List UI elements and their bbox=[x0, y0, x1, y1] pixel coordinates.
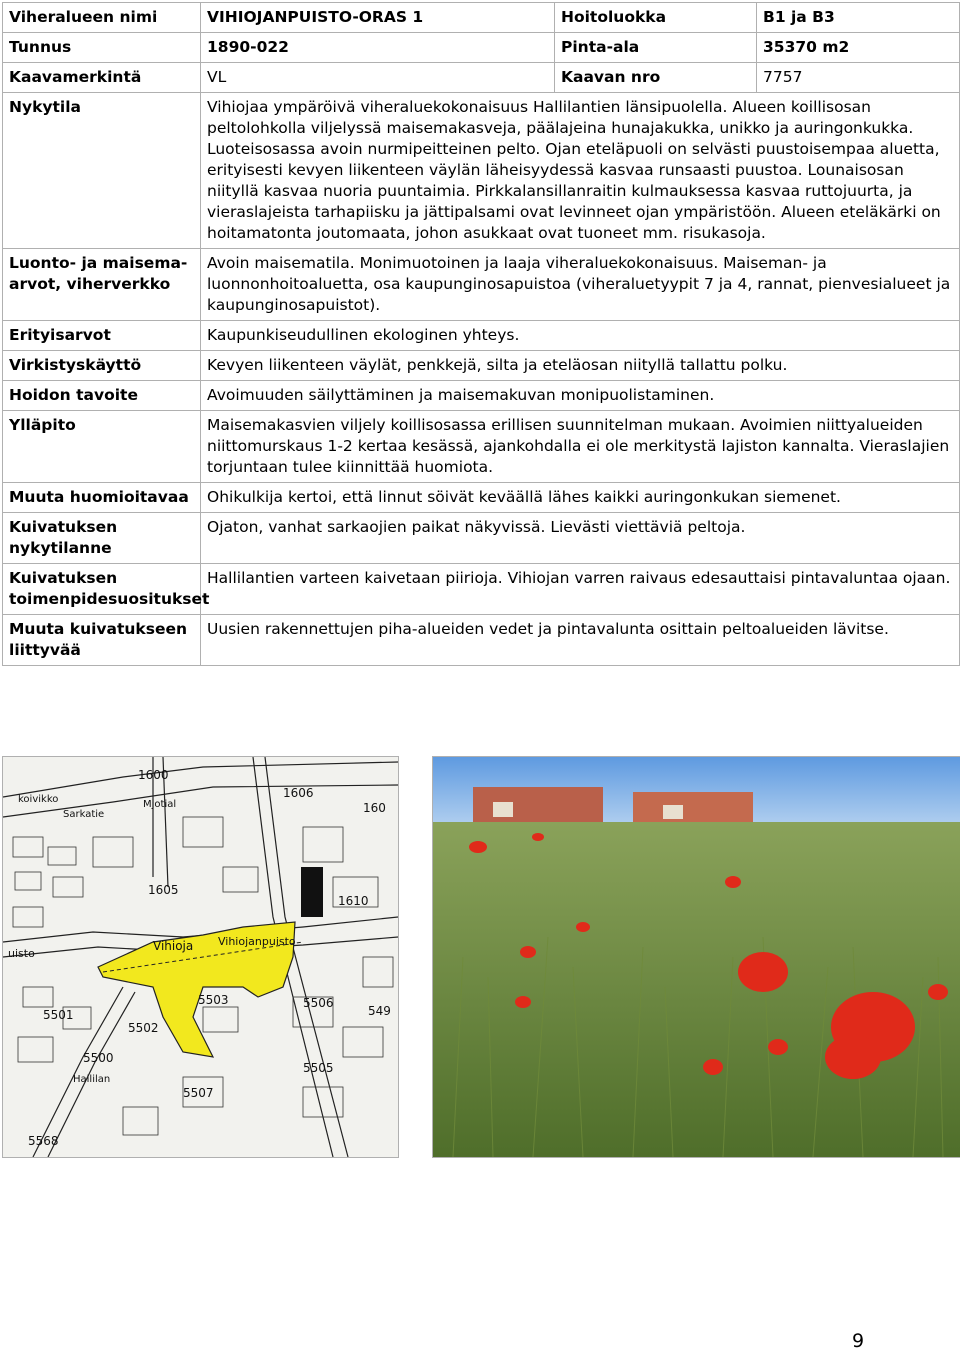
row-label: Erityisarvot bbox=[3, 321, 201, 351]
row-kuivatus-suositukset bbox=[3, 564, 960, 615]
svg-text:1610: 1610 bbox=[338, 894, 369, 908]
kaavan-nro-label: Kaavan nro bbox=[555, 63, 757, 93]
row-text: Vihiojaa ympäröivä viheraluekokonaisuus Hallilantien länsipuolella. Alueen koillisosan peltolohkolla viljelyssä maisemakasveja, päälajeina hunajakukka, unikko ja auringonkukka. Luoteisosassa avoin nurmipeitteinen pelto. Ojan eteläpuoli on selvästi puustoisempaa aluetta, erityisesti kevyen liikenteen väylän läheisyydessä kasvaa runsaasti puustoa. Lounaisosan niityllä kasvaa nuoria puuntaimia. Pirkkalansillanraitin kulmauksessa kasvaa ruttojuurta, ja vieraslajeista tarhapiisku ja jättipalsami ovat levinneet ojan ympäristöön. Alueen eteläkärki on hoitamatonta joutomaata, johon asukkaat ovat tuoneet mm. risukasoja. bbox=[201, 93, 960, 249]
svg-text:Hallilan: Hallilan bbox=[73, 1074, 111, 1085]
viheralue-value: VIHIOJANPUISTO-ORAS 1 bbox=[201, 3, 555, 33]
svg-text:Sarkatie: Sarkatie bbox=[63, 809, 105, 820]
page-number: 9 bbox=[852, 1330, 865, 1352]
kaavamerkinta-label: Kaavamerkintä bbox=[3, 63, 201, 93]
pinta-ala-label: Pinta-ala bbox=[555, 33, 757, 63]
row-label: Muuta huomioitavaa bbox=[3, 483, 201, 513]
header-row-name bbox=[3, 3, 960, 33]
svg-text:5568: 5568 bbox=[28, 1134, 59, 1148]
row-label: Nykytila bbox=[3, 93, 201, 249]
svg-text:549: 549 bbox=[368, 1004, 391, 1018]
header-row-plan bbox=[3, 63, 960, 93]
row-text: Uusien rakennettujen piha-alueiden vedet ja pintavalunta osittain peltoalueiden lävitse. bbox=[201, 615, 960, 666]
svg-text:5505: 5505 bbox=[303, 1061, 334, 1075]
svg-text:5502: 5502 bbox=[128, 1021, 159, 1035]
row-erityisarvot bbox=[3, 321, 960, 351]
svg-text:Vihioja: Vihioja bbox=[153, 939, 194, 953]
map-drawing bbox=[3, 757, 398, 1157]
svg-text:1605: 1605 bbox=[148, 883, 179, 897]
row-label: Virkistyskäyttö bbox=[3, 351, 201, 381]
hoitoluokka-label: Hoitoluokka bbox=[555, 3, 757, 33]
row-virkistyskaytto bbox=[3, 351, 960, 381]
meadow-drawing bbox=[433, 757, 960, 1157]
svg-text:Vihiojanpuisto: Vihiojanpuisto bbox=[218, 935, 296, 948]
svg-text:160: 160 bbox=[363, 801, 386, 815]
row-text: Avoimuuden säilyttäminen ja maisemakuvan monipuolistaminen. bbox=[201, 381, 960, 411]
row-yllapito bbox=[3, 411, 960, 483]
area-info-table bbox=[2, 2, 960, 666]
row-muuta-huomioitavaa bbox=[3, 483, 960, 513]
tunnus-label: Tunnus bbox=[3, 33, 201, 63]
row-label: Hoidon tavoite bbox=[3, 381, 201, 411]
kaavamerkinta-value: VL bbox=[201, 63, 555, 93]
viheralue-label: Viheralueen nimi bbox=[3, 3, 201, 33]
row-label: Luonto- ja maisema-arvot, viherverkko bbox=[3, 249, 201, 321]
row-text: Kaupunkiseudullinen ekologinen yhteys. bbox=[201, 321, 960, 351]
hoitoluokka-value: B1 ja B3 bbox=[757, 3, 960, 33]
svg-text:Mjotial: Mjotial bbox=[143, 799, 177, 810]
row-kuivatus-muuta bbox=[3, 615, 960, 666]
row-label: Ylläpito bbox=[3, 411, 201, 483]
row-label: Kuivatuksen toimenpidesuositukset bbox=[3, 564, 201, 615]
meadow-photo bbox=[432, 756, 960, 1158]
row-text: Ojaton, vanhat sarkaojien paikat näkyvissä. Lievästi viettäviä peltoja. bbox=[201, 513, 960, 564]
svg-text:1606: 1606 bbox=[283, 786, 314, 800]
row-label: Kuivatuksen nykytilanne bbox=[3, 513, 201, 564]
svg-text:uisto: uisto bbox=[8, 947, 35, 960]
svg-text:koivikko: koivikko bbox=[18, 794, 59, 805]
row-text: Ohikulkija kertoi, että linnut söivät keväällä lähes kaikki auringonkukan siemenet. bbox=[201, 483, 960, 513]
svg-text:5507: 5507 bbox=[183, 1086, 214, 1100]
kaavan-nro-value: 7757 bbox=[757, 63, 960, 93]
svg-text:5500: 5500 bbox=[83, 1051, 114, 1065]
row-label: Muuta kuivatukseen liittyvää bbox=[3, 615, 201, 666]
row-kuivatus-nykytila bbox=[3, 513, 960, 564]
row-nykytila bbox=[3, 93, 960, 249]
row-text: Maisemakasvien viljely koillisosassa erillisen suunnitelman mukaan. Avoimien niittyalueiden niittomurskaus 1-2 kertaa kesässä, ajankohdalla ei ole merkitystä lajiston kannalta. Vieraslajien torjuntaan tulee kiinnittää huomiota. bbox=[201, 411, 960, 483]
svg-text:5506: 5506 bbox=[303, 996, 334, 1010]
row-text: Avoin maisematila. Monimuotoinen ja laaja viheraluekokonaisuus. Maiseman- ja luonnonhoitoaluetta, osa kaupunginosapuistoa (viheraluetyypit 7 ja 4, rannat, pienvesialueet ja kaupunginosapuistot). bbox=[201, 249, 960, 321]
area-map bbox=[2, 756, 399, 1158]
header-row-id bbox=[3, 33, 960, 63]
row-text: Kevyen liikenteen väylät, penkkejä, silta ja eteläosan niityllä tallattu polku. bbox=[201, 351, 960, 381]
image-panel bbox=[2, 756, 959, 1158]
pinta-ala-value: 35370 m2 bbox=[757, 33, 960, 63]
row-text: Hallilantien varteen kaivetaan piirioja. Vihiojan varren raivaus edesauttaisi pintavaluntaa ojaan. bbox=[201, 564, 960, 615]
svg-text:1600: 1600 bbox=[138, 768, 169, 782]
row-luontoarvot bbox=[3, 249, 960, 321]
row-hoidon-tavoite bbox=[3, 381, 960, 411]
svg-text:5501: 5501 bbox=[43, 1008, 74, 1022]
svg-text:5503: 5503 bbox=[198, 993, 229, 1007]
tunnus-value: 1890-022 bbox=[201, 33, 555, 63]
